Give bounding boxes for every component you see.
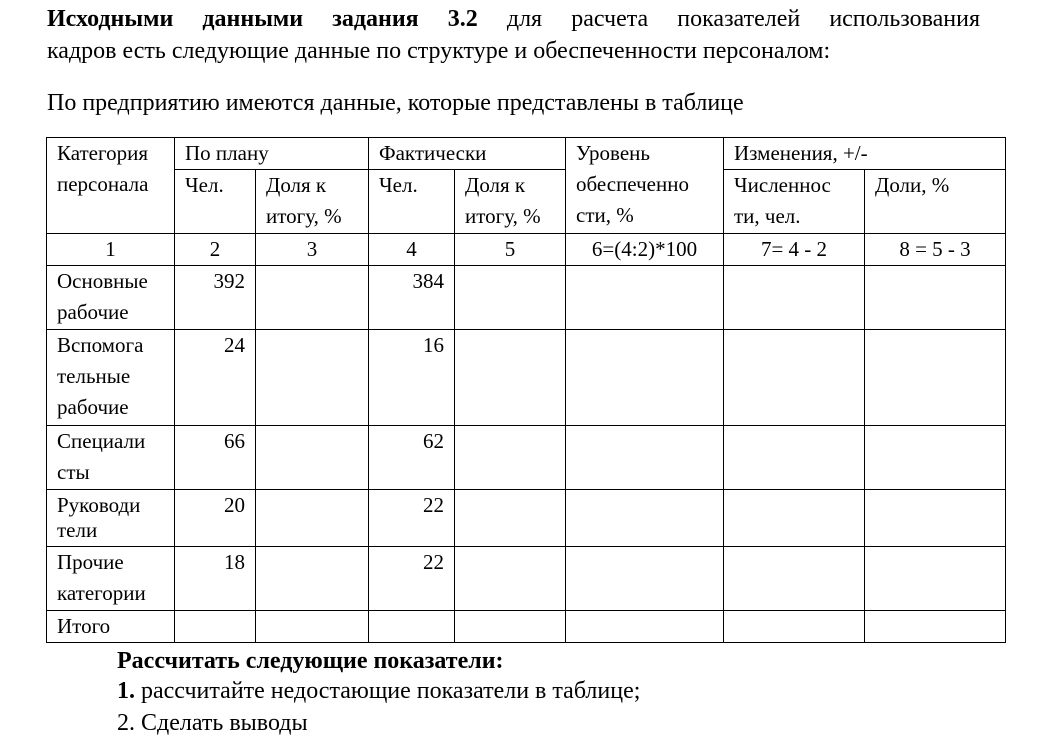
index-cell: 4	[369, 234, 455, 266]
task-2: 2. Сделать выводы	[117, 710, 308, 736]
empty-cell	[865, 611, 1006, 643]
empty-cell	[724, 266, 865, 330]
intro-rest: для расчета показателей использования	[506, 6, 980, 32]
fact-people-cell: 22	[369, 547, 455, 611]
header-category: Категория персонала	[47, 138, 175, 234]
empty-cell	[369, 611, 455, 643]
table-row	[47, 330, 1006, 426]
empty-cell	[256, 426, 369, 490]
plan-people-cell: 18	[175, 547, 256, 611]
index-cell: 2	[175, 234, 256, 266]
empty-cell	[256, 490, 369, 547]
table-row	[47, 547, 1006, 611]
row-category: Основные рабочие	[47, 266, 175, 330]
intro-line-2: кадров есть следующие данные по структуре и обеспеченности персоналом:	[47, 38, 831, 64]
empty-cell	[455, 490, 566, 547]
row-category: Вспомога тельные рабочие	[47, 330, 175, 426]
empty-cell	[455, 547, 566, 611]
table-row	[47, 266, 1006, 330]
empty-cell	[724, 611, 865, 643]
index-row	[47, 234, 1006, 266]
table-row	[47, 426, 1006, 490]
empty-cell	[256, 330, 369, 426]
empty-cell	[724, 490, 865, 547]
row-category: Прочие категории	[47, 547, 175, 611]
tasks-title: Рассчитать следующие показатели:	[117, 648, 504, 674]
header-shares: Доли, %	[865, 170, 1006, 234]
fact-people-cell: 16	[369, 330, 455, 426]
empty-cell	[566, 426, 724, 490]
index-cell: 8 = 5 - 3	[865, 234, 1006, 266]
empty-cell	[455, 266, 566, 330]
empty-cell	[455, 426, 566, 490]
empty-cell	[566, 547, 724, 611]
index-cell: 5	[455, 234, 566, 266]
table-row	[47, 490, 1006, 547]
empty-cell	[455, 330, 566, 426]
header-plan-people: Чел.	[175, 170, 256, 234]
header-plan: По плану	[175, 138, 369, 170]
index-cell: 1	[47, 234, 175, 266]
index-cell: 7= 4 - 2	[724, 234, 865, 266]
header-plan-share: Доля к итогу, %	[256, 170, 369, 234]
empty-cell	[566, 611, 724, 643]
header-fact-share: Доля к итогу, %	[455, 170, 566, 234]
empty-cell	[566, 330, 724, 426]
empty-cell	[455, 611, 566, 643]
intro-paragraph	[47, 3, 980, 35]
empty-cell	[865, 490, 1006, 547]
fact-people-cell: 384	[369, 266, 455, 330]
empty-cell	[256, 611, 369, 643]
task-1-number: 1.	[117, 678, 135, 704]
empty-cell	[256, 547, 369, 611]
empty-cell	[865, 330, 1006, 426]
plan-people-cell: 66	[175, 426, 256, 490]
empty-cell	[256, 266, 369, 330]
header-fact: Фактически	[369, 138, 566, 170]
plan-people-cell: 24	[175, 330, 256, 426]
row-category: Руководи тели	[47, 490, 175, 547]
header-fact-people: Чел.	[369, 170, 455, 234]
header-change: Изменения, +/-	[724, 138, 1006, 170]
empty-cell	[175, 611, 256, 643]
staff-table	[46, 137, 1006, 643]
empty-cell	[865, 547, 1006, 611]
task-1	[117, 675, 640, 707]
empty-cell	[724, 426, 865, 490]
empty-cell	[724, 330, 865, 426]
empty-cell	[865, 426, 1006, 490]
fact-people-cell: 22	[369, 490, 455, 547]
empty-cell	[566, 266, 724, 330]
intro-bold: Исходными данными задания 3.2	[47, 6, 478, 32]
header-level: Уровень обеспеченно сти, %	[566, 138, 724, 234]
empty-cell	[865, 266, 1006, 330]
header-headcount: Численнос ти, чел.	[724, 170, 865, 234]
fact-people-cell: 62	[369, 426, 455, 490]
plan-people-cell: 392	[175, 266, 256, 330]
plan-people-cell: 20	[175, 490, 256, 547]
table-row-total	[47, 611, 1006, 643]
row-category: Специали сты	[47, 426, 175, 490]
row-category: Итого	[47, 611, 175, 643]
empty-cell	[724, 547, 865, 611]
task-1-text: рассчитайте недостающие показатели в таблице;	[141, 678, 641, 704]
index-cell: 6=(4:2)*100	[566, 234, 724, 266]
index-cell: 3	[256, 234, 369, 266]
lead-text: По предприятию имеются данные, которые представлены в таблице	[47, 90, 744, 116]
empty-cell	[566, 490, 724, 547]
